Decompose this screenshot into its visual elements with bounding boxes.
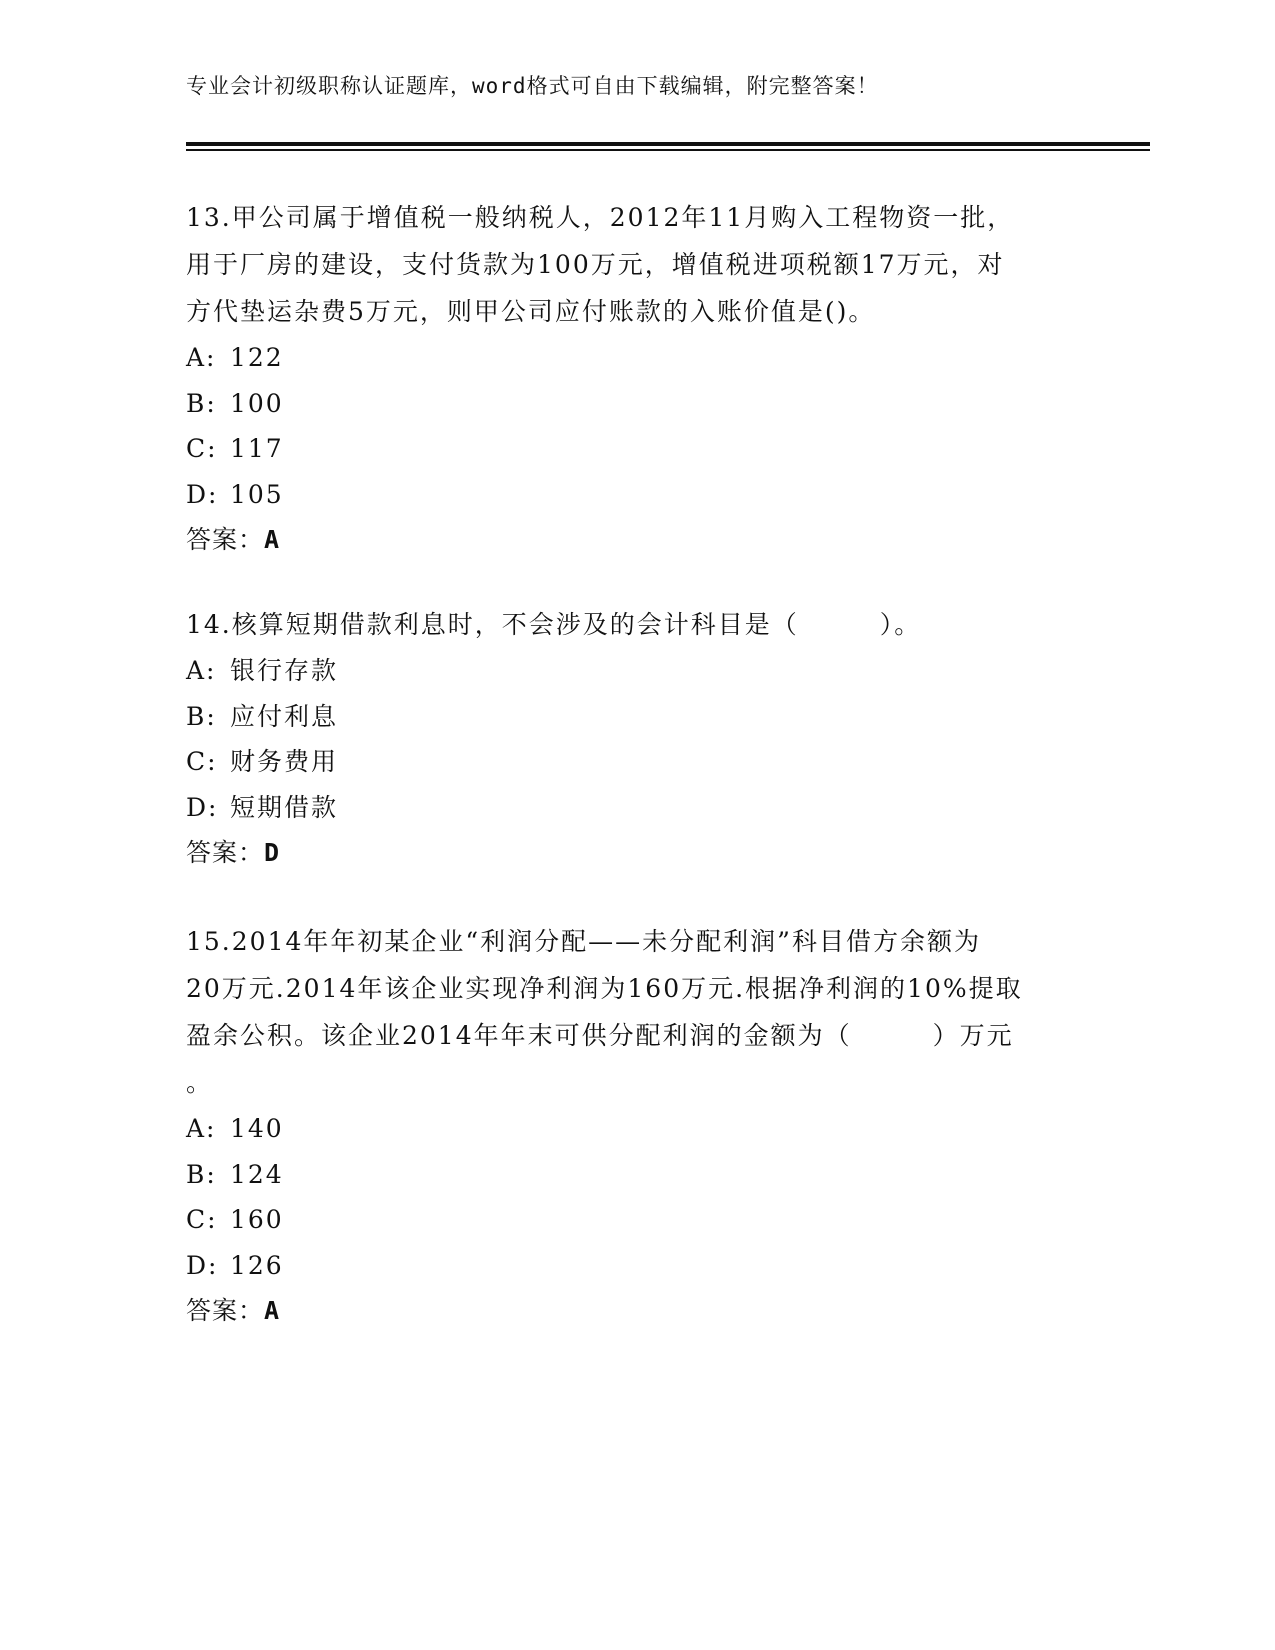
- stem-line: 方代垫运杂费5万元，则甲公司应付账款的入账价值是()。: [186, 297, 876, 326]
- option-d: [186, 1243, 1076, 1289]
- question-stem: [186, 194, 1076, 335]
- option-text: 105: [230, 479, 284, 509]
- option-text: 124: [230, 1159, 284, 1189]
- answer-value: D: [264, 838, 281, 867]
- stem-line: 15.2014年年初某企业“利润分配——未分配利润”科目借方余额为: [186, 927, 981, 956]
- option-letter: B:: [186, 701, 217, 731]
- answer-line: [186, 517, 1076, 563]
- stem-line: 盈余公积。该企业2014年年末可供分配利润的金额为（ ）万元: [186, 1021, 1014, 1050]
- option-c: [186, 426, 1076, 472]
- option-d: [186, 785, 1076, 831]
- option-a: [186, 1106, 1076, 1152]
- option-b: [186, 381, 1076, 427]
- option-letter: B:: [186, 1159, 217, 1189]
- answer-line: [186, 1288, 1076, 1334]
- option-b: [186, 1152, 1076, 1198]
- stem-line: 14.核算短期借款利息时，不会涉及的会计科目是（ ）。: [186, 610, 922, 639]
- option-text: 银行存款: [230, 656, 339, 685]
- option-letter: D:: [186, 1250, 219, 1280]
- option-text: 140: [230, 1114, 284, 1143]
- question-stem: [186, 601, 1076, 648]
- question-stem: [186, 918, 1076, 1106]
- question-15: [186, 918, 1076, 1334]
- question-14: [186, 601, 1076, 876]
- option-c: [186, 739, 1076, 785]
- option-text: 117: [230, 434, 284, 463]
- stem-line: 13.甲公司属于增值税一般纳税人，2012年11月购入工程物资一批，: [186, 203, 1015, 232]
- stem-line: 用于厂房的建设，支付货款为100万元，增值税进项税额17万元，对: [186, 250, 1005, 279]
- option-letter: C:: [186, 1205, 218, 1234]
- option-d: [186, 472, 1076, 518]
- option-letter: A:: [186, 343, 217, 372]
- stem-line: 20万元.2014年该企业实现净利润为160万元.根据净利润的10%提取: [186, 974, 1023, 1003]
- stem-line: 。: [186, 1068, 214, 1097]
- option-letter: C:: [186, 747, 218, 776]
- option-letter: B:: [186, 388, 217, 418]
- answer-value: A: [264, 525, 281, 554]
- option-a: [186, 335, 1076, 381]
- answer-label: 答案：: [186, 838, 265, 867]
- answer-label: 答案：: [186, 525, 265, 554]
- answer-value: A: [264, 1296, 281, 1325]
- answer-label: 答案：: [186, 1296, 265, 1325]
- option-a: [186, 648, 1076, 694]
- option-text: 100: [230, 388, 284, 418]
- question-13: [186, 194, 1076, 563]
- option-text: 应付利息: [230, 701, 339, 731]
- option-letter: A:: [186, 656, 217, 685]
- option-letter: C:: [186, 434, 218, 463]
- option-text: 126: [230, 1250, 284, 1280]
- option-letter: D:: [186, 792, 219, 822]
- option-text: 短期借款: [230, 792, 339, 822]
- option-letter: D:: [186, 479, 219, 509]
- option-b: [186, 694, 1076, 740]
- answer-line: [186, 830, 1076, 876]
- header-divider-thin: [186, 149, 1150, 151]
- option-letter: A:: [186, 1114, 217, 1143]
- option-c: [186, 1197, 1076, 1243]
- option-text: 160: [230, 1205, 284, 1234]
- option-text: 122: [230, 343, 284, 372]
- page-header: 专业会计初级职称认证题库，word格式可自由下载编辑，附完整答案！: [186, 74, 879, 98]
- option-text: 财务费用: [230, 747, 339, 776]
- header-divider-thick: [186, 142, 1150, 146]
